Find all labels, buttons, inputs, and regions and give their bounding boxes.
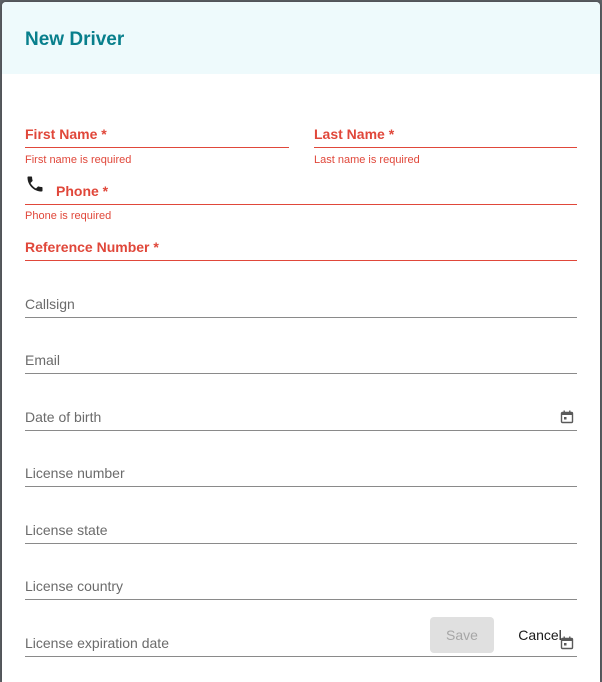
- license-state-underline: [25, 543, 577, 544]
- calendar-icon[interactable]: [560, 410, 574, 424]
- phone-field[interactable]: [56, 177, 577, 207]
- first-name-label: First Name *: [25, 126, 107, 142]
- first-name-underline: [25, 147, 289, 148]
- phone-label: Phone *: [56, 183, 109, 199]
- callsign-underline: [25, 317, 577, 318]
- email-label: Email: [25, 352, 61, 368]
- reference-number-field[interactable]: [25, 233, 577, 263]
- license-expiration-date-field[interactable]: [25, 629, 577, 659]
- dialog-title: New Driver: [25, 29, 125, 50]
- license-number-field[interactable]: [25, 459, 577, 489]
- license-country-field[interactable]: [25, 572, 577, 602]
- license-number-label: License number: [25, 465, 125, 481]
- license-number-underline: [25, 486, 577, 487]
- callsign-field[interactable]: [25, 290, 577, 320]
- last-name-field[interactable]: [314, 120, 577, 150]
- date-of-birth-field[interactable]: [25, 403, 577, 433]
- last-name-error: Last name is required: [314, 154, 420, 166]
- phone-icon: [25, 174, 45, 194]
- first-name-field[interactable]: [25, 120, 289, 150]
- license-expiration-date-underline: [25, 656, 577, 657]
- license-country-underline: [25, 599, 577, 600]
- email-field[interactable]: [25, 346, 577, 376]
- license-expiration-date-label: License expiration date: [25, 635, 169, 651]
- first-name-error: First name is required: [25, 154, 132, 166]
- phone-error: Phone is required: [25, 210, 112, 222]
- date-of-birth-label: Date of birth: [25, 409, 102, 425]
- license-country-label: License country: [25, 578, 124, 594]
- last-name-underline: [314, 147, 577, 148]
- dialog-header: [2, 2, 600, 74]
- license-state-field[interactable]: [25, 516, 577, 546]
- email-underline: [25, 373, 577, 374]
- license-state-label: License state: [25, 522, 108, 538]
- reference-number-underline: [25, 260, 577, 261]
- cancel-button[interactable]: Cancel: [510, 617, 570, 653]
- phone-underline: [25, 204, 577, 205]
- last-name-label: Last Name *: [314, 126, 395, 142]
- save-button[interactable]: Save: [430, 617, 494, 653]
- date-of-birth-underline: [25, 430, 577, 431]
- new-driver-dialog: [2, 2, 600, 682]
- reference-number-label: Reference Number *: [25, 239, 159, 255]
- callsign-label: Callsign: [25, 296, 75, 312]
